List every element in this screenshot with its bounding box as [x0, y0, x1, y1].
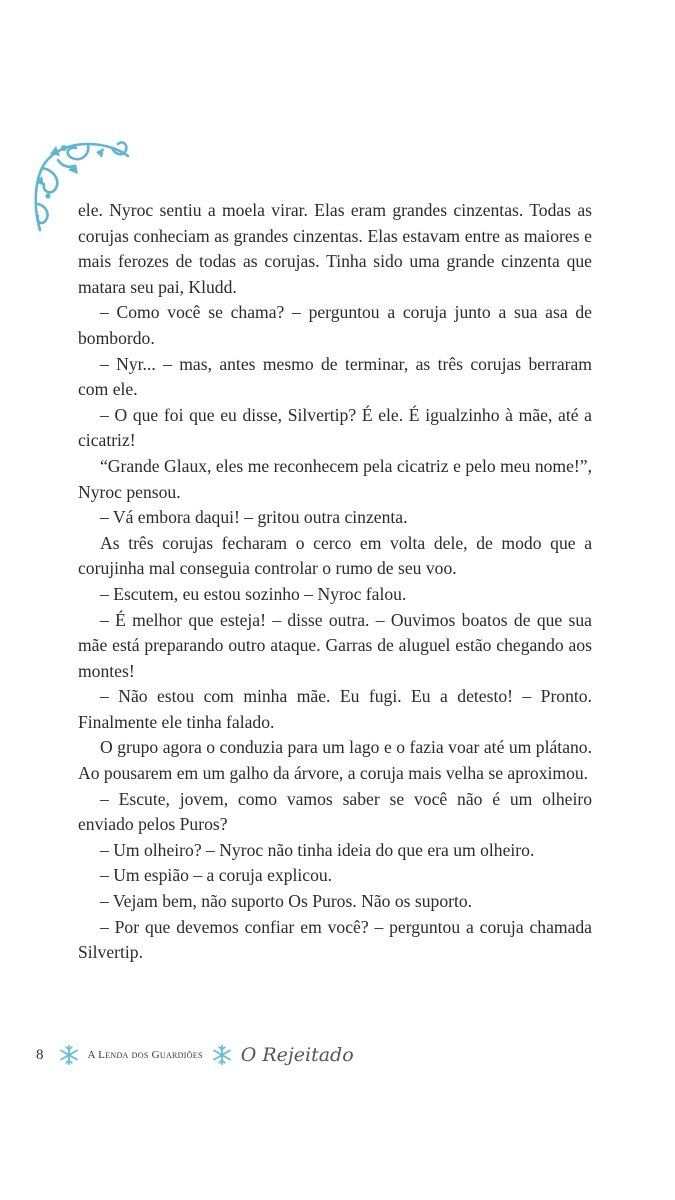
paragraph: – Vá embora daqui! – gritou outra cinzenta.: [100, 507, 408, 528]
snowflake-icon: [211, 1044, 233, 1066]
paragraph: – Não estou com minha mãe. Eu fugi. Eu a detesto! – Pronto. Finalmente ele tinha falado.: [78, 686, 592, 732]
paragraph: – Escutem, eu estou sozinho – Nyroc falou.: [100, 583, 407, 604]
paragraph: As três corujas fecharam o cerco em volta dele, de modo que a corujinha mal conseguia controlar o rumo de seu voo.: [78, 532, 592, 579]
series-title: A Lenda dos Guardiões: [87, 1049, 203, 1061]
snowflake-icon: [58, 1044, 80, 1066]
paragraph: – Nyr... – mas, antes mesmo de terminar, as três corujas berraram com ele.: [78, 353, 592, 400]
running-footer: [36, 1038, 354, 1072]
paragraph: – O que foi que eu disse, Silvertip? É ele. É igualzinho à mãe, até a cicatriz!: [78, 404, 592, 451]
body-text: [78, 198, 592, 966]
paragraph: – Por que devemos confiar em você? – perguntou a coruja chamada Silvertip.: [78, 916, 592, 963]
book-title: O Rejeitado: [240, 1044, 354, 1066]
paragraph: – É melhor que esteja! – disse outra. – Ouvimos boatos de que sua mãe está preparando outro ataque. Garras de aluguel estão chegando aos montes!: [78, 609, 592, 681]
paragraph: ele. Nyroc sentiu a moela virar. Elas eram grandes cinzentas. Todas as corujas conheciam as grandes cinzentas. Elas estavam entre as maiores e mais ferozes de todas as corujas. Tinha sido uma grande cinzenta que matara seu pai, Kludd.: [78, 200, 592, 297]
paragraph: – Vejam bem, não suporto Os Puros. Não os suporto.: [100, 891, 473, 912]
paragraph: – Como você se chama? – perguntou a coruja junto a sua asa de bombordo.: [78, 302, 592, 348]
paragraph: “Grande Glaux, eles me reconhecem pela cicatriz e pelo meu nome!”, Nyroc pensou.: [78, 455, 592, 502]
paragraph: O grupo agora o conduzia para um lago e o fazia voar até um plátano. Ao pousarem em um galho da árvore, a coruja mais velha se aproximou.: [78, 737, 592, 784]
page-number: 8: [36, 1046, 44, 1063]
paragraph: – Um espião – a coruja explicou.: [100, 865, 333, 886]
paragraph: – Um olheiro? – Nyroc não tinha ideia do que era um olheiro.: [100, 839, 535, 860]
paragraph: – Escute, jovem, como vamos saber se você não é um olheiro enviado pelos Puros?: [78, 788, 592, 835]
